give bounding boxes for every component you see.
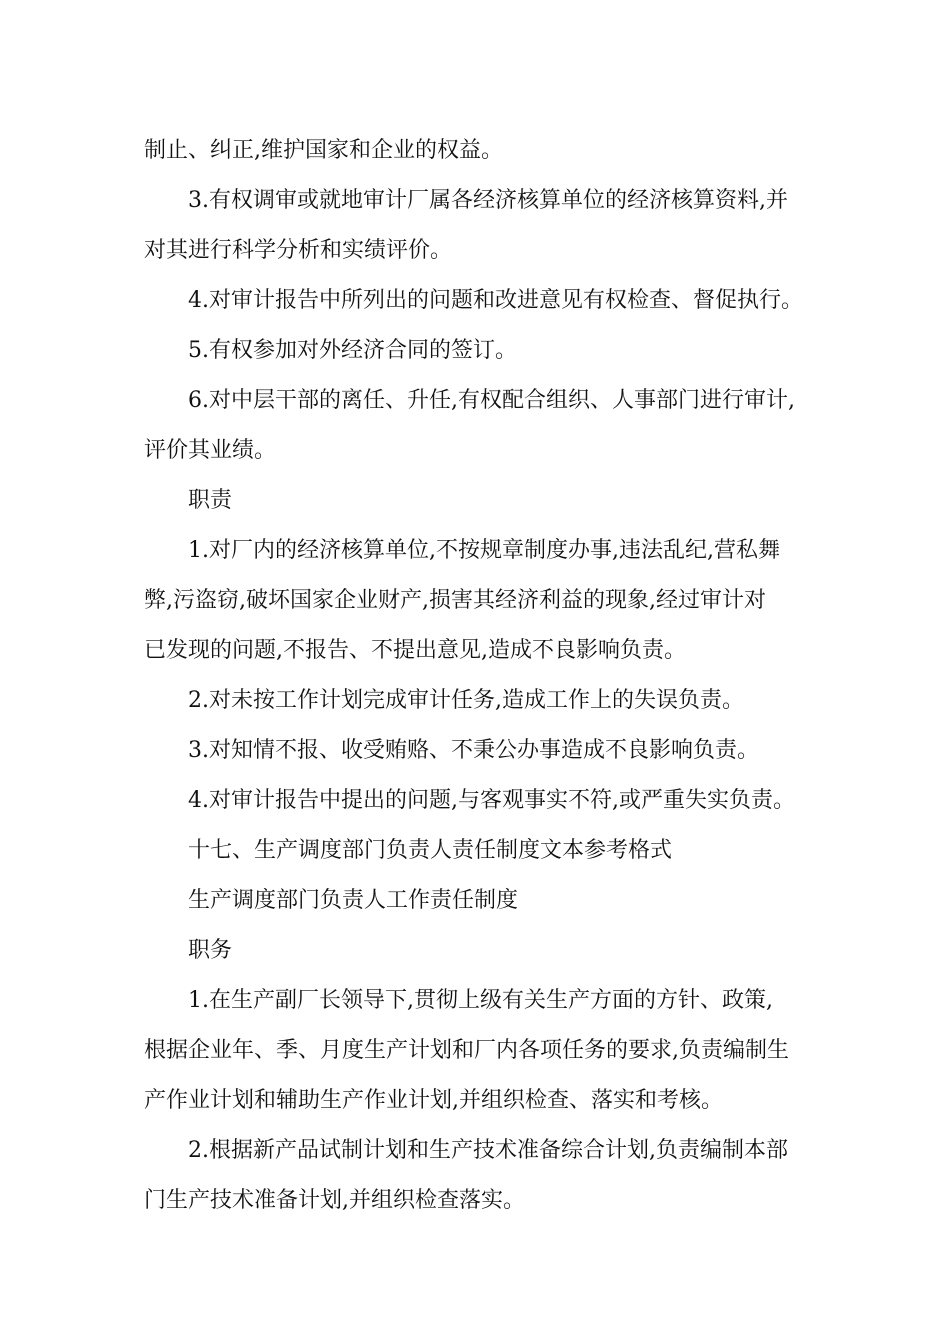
text-line: 4.对审计报告中所列出的问题和改进意见有权检查、督促执行。 (188, 288, 803, 313)
text-line: 1.对厂内的经济核算单位,不按规章制度办事,违法乱纪,营私舞 (188, 538, 780, 563)
section-heading: 生产调度部门负责人工作责任制度 (188, 888, 519, 913)
text-line: 评价其业绩。 (144, 438, 277, 463)
section-heading: 职责 (188, 488, 233, 513)
text-line: 3.有权调审或就地审计厂属各经济核算单位的经济核算资料,并 (188, 188, 788, 213)
text-line: 5.有权参加对外经济合同的签订。 (188, 338, 517, 363)
text-line: 6.对中层干部的离任、升任,有权配合组织、人事部门进行审计, (188, 388, 795, 413)
text-line: 2.根据新产品试制计划和生产技术准备综合计划,负责编制本部 (188, 1138, 788, 1163)
text-line: 产作业计划和辅助生产作业计划,并组织检查、落实和考核。 (144, 1088, 723, 1113)
text-line: 已发现的问题,不报告、不提出意见,造成不良影响负责。 (144, 638, 686, 663)
text-line: 3.对知情不报、收受贿赂、不秉公办事造成不良影响负责。 (188, 738, 759, 763)
text-line: 根据企业年、季、月度生产计划和厂内各项任务的要求,负责编制生 (144, 1038, 789, 1063)
text-line: 对其进行科学分析和实绩评价。 (144, 238, 453, 263)
text-line: 门生产技术准备计划,并组织检查落实。 (144, 1188, 525, 1213)
section-heading: 十七、生产调度部门负责人责任制度文本参考格式 (188, 838, 673, 863)
section-heading: 职务 (188, 938, 233, 963)
text-line: 4.对审计报告中提出的问题,与客观事实不符,或严重失实负责。 (188, 788, 795, 813)
text-line: 1.在生产副厂长领导下,贯彻上级有关生产方面的方针、政策, (188, 988, 773, 1013)
text-line: 弊,污盗窃,破坏国家企业财产,损害其经济利益的现象,经过审计对 (144, 588, 766, 613)
text-line: 制止、纠正,维护国家和企业的权益。 (144, 138, 503, 163)
text-line: 2.对未按工作计划完成审计任务,造成工作上的失误负责。 (188, 688, 744, 713)
